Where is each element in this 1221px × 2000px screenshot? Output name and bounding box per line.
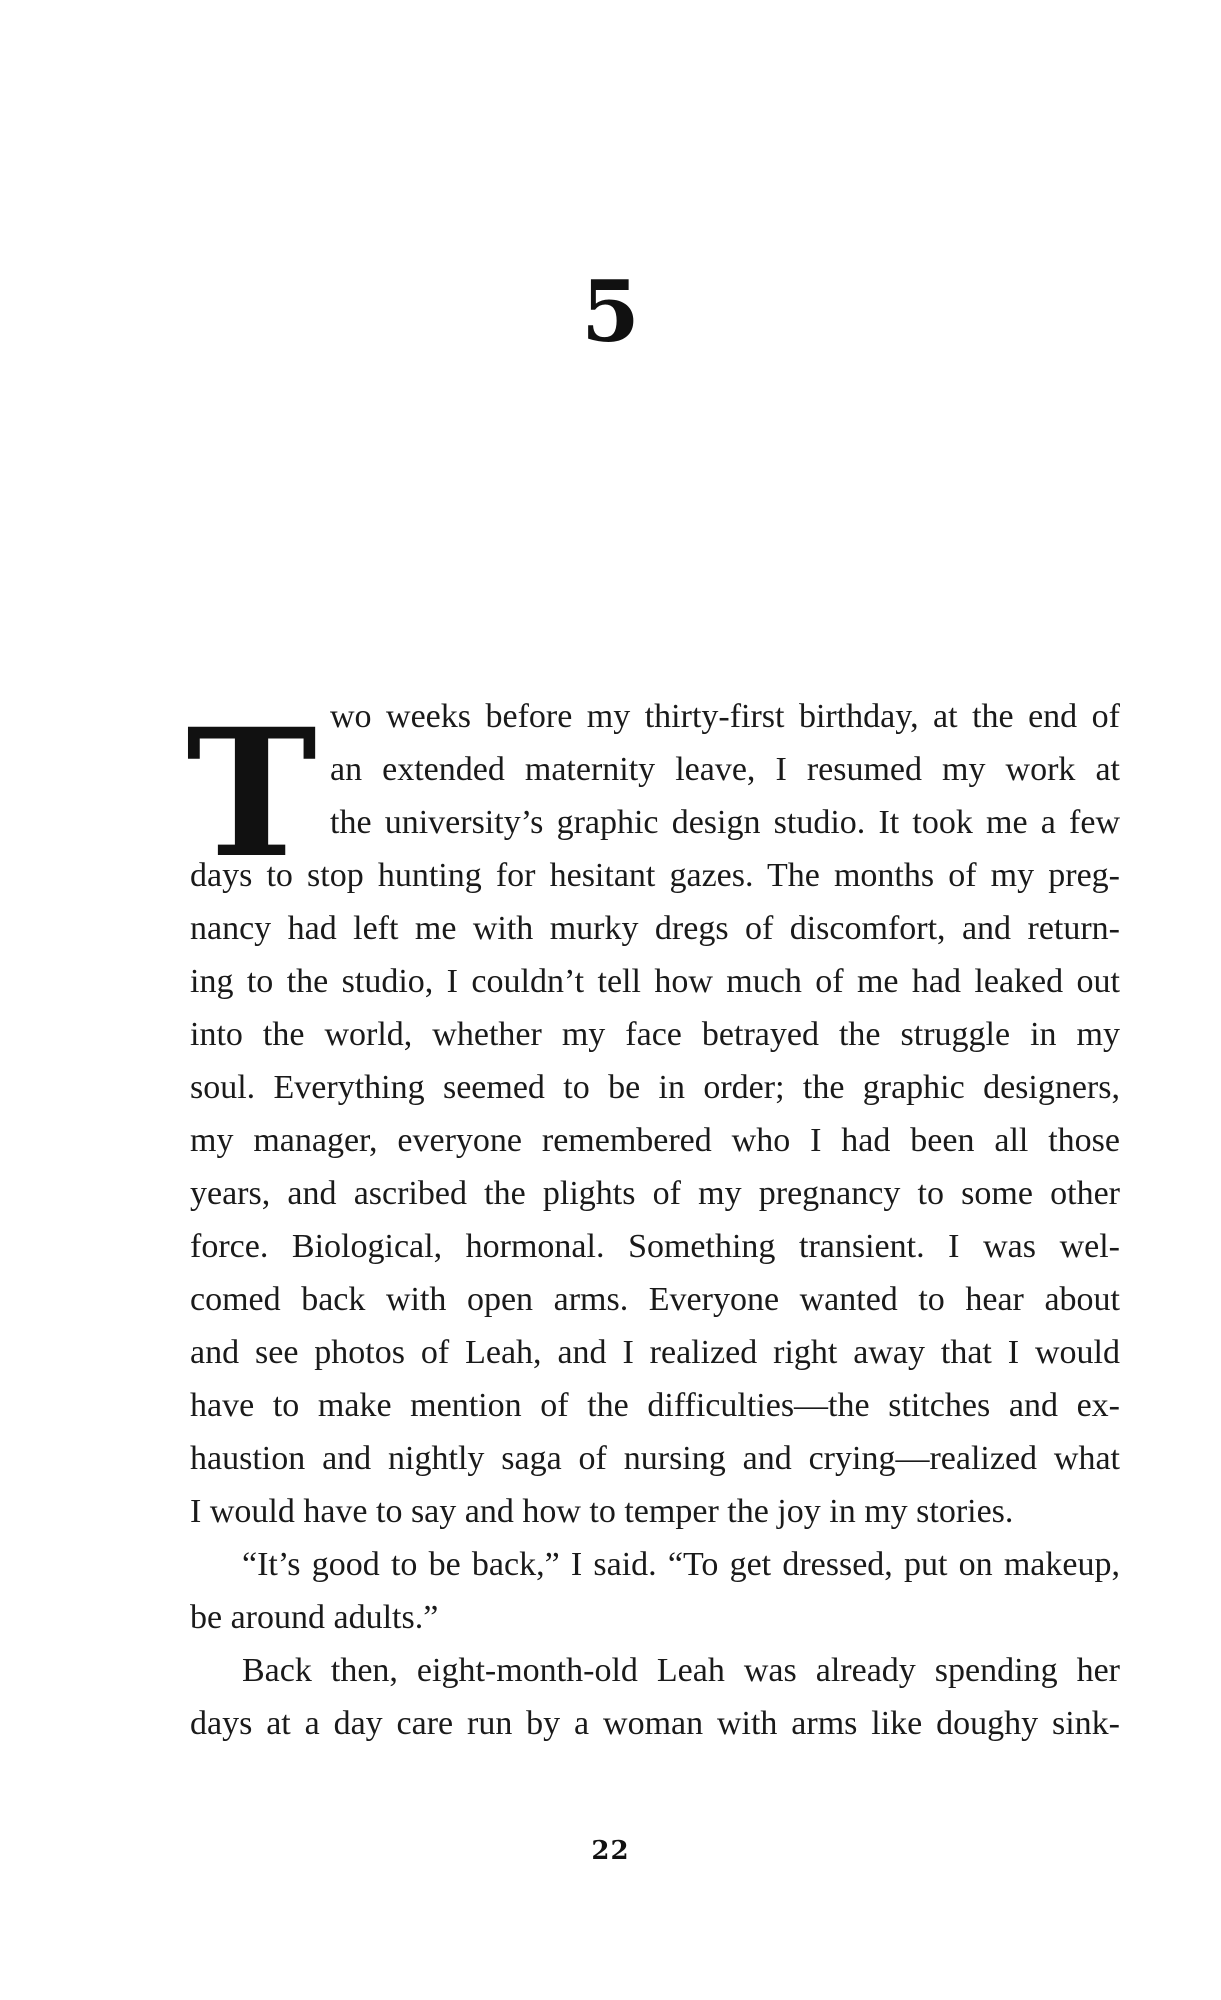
text-line: wo weeks before my thirty-first birthday, at the end of [330,698,1120,735]
text-line: ing to the studio, I couldn’t tell how much of me had leaked out [190,963,1120,1000]
drop-cap: T [186,690,317,897]
text-line: the university’s graphic design studio. It took me a few [330,804,1120,841]
text-line: comed back with open arms. Everyone wanted to hear about [190,1281,1120,1318]
body-text [186,690,1120,1750]
text-line: years, and ascribed the plights of my pregnancy to some other [190,1175,1120,1212]
text-line: Back then, eight-month-old Leah was already spending her [242,1652,1120,1689]
text-line: “It’s good to be back,” I said. “To get dressed, put on makeup, [242,1546,1120,1583]
text-line: days at a day care run by a woman with arms like doughy sink- [190,1705,1120,1742]
drop-cap-lines [190,690,1120,849]
text-line: have to make mention of the difficulties—the stitches and ex- [190,1387,1120,1424]
text-line: and see photos of Leah, and I realized right away that I would [190,1334,1120,1371]
text-line: days to stop hunting for hesitant gazes. The months of my preg- [190,857,1120,894]
text-line: haustion and nightly saga of nursing and crying—realized what [190,1440,1120,1477]
text-line: my manager, everyone remembered who I had been all those [190,1122,1120,1159]
text-line: into the world, whether my face betrayed the struggle in my [190,1016,1120,1053]
text-line: I would have to say and how to temper the joy in my stories. [190,1493,1014,1530]
text-line: soul. Everything seemed to be in order; the graphic designers, [190,1069,1120,1106]
text-line: an extended maternity leave, I resumed my work at [330,751,1120,788]
text-line: nancy had left me with murky dregs of discomfort, and return- [190,910,1120,947]
text-line: force. Biological, hormonal. Something transient. I was wel- [190,1228,1120,1265]
page-number: 22 [591,1836,630,1866]
text-line: be around adults.” [190,1599,439,1636]
chapter-number: 5 [581,262,640,361]
